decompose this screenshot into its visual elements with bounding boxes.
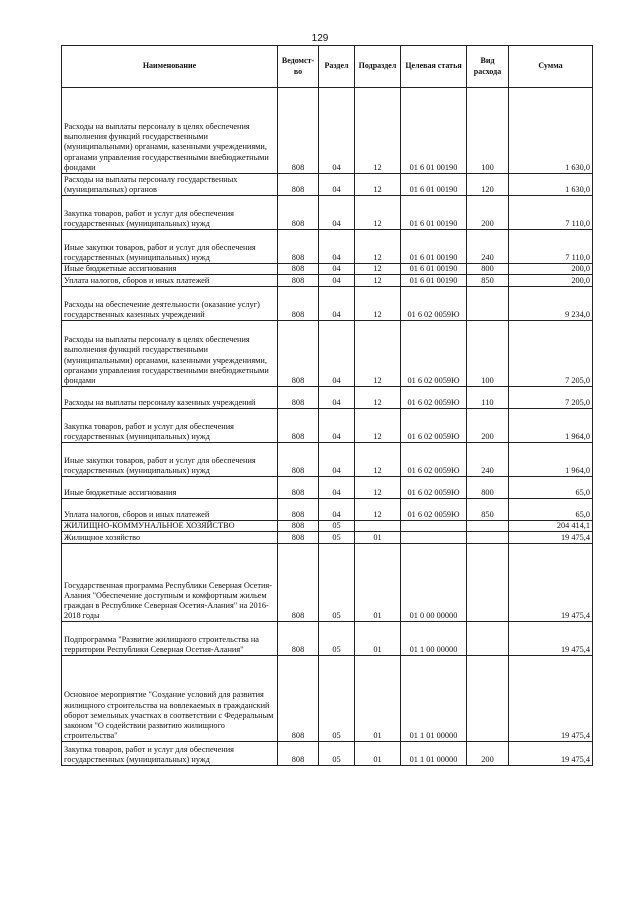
- cell-podrazdel: 12: [355, 321, 401, 387]
- cell-podrazdel: 12: [355, 499, 401, 521]
- cell-vid: 800: [467, 477, 509, 499]
- header-celevaya: Целевая статья: [401, 46, 467, 88]
- cell-celevaya: 01 6 01 00190: [401, 230, 467, 264]
- cell-vid: 850: [467, 499, 509, 521]
- table-row: [62, 742, 593, 766]
- cell-summa: 1 630,0: [509, 174, 593, 196]
- cell-ved: 808: [278, 196, 319, 230]
- cell-celevaya: 01 0 00 00000: [401, 544, 467, 622]
- cell-razdel: 04: [319, 321, 355, 387]
- cell-podrazdel: 01: [355, 622, 401, 656]
- cell-name: Расходы на выплаты персоналу в целях обеспечения выполнения функций государственными (муниципальными) органами, казенными учреждениями, органами управления государственными внебюджетными фондами: [62, 88, 278, 174]
- cell-ved: 808: [278, 656, 319, 742]
- cell-podrazdel: 12: [355, 196, 401, 230]
- cell-razdel: 04: [319, 409, 355, 443]
- cell-ved: 808: [278, 230, 319, 264]
- cell-name: Иные бюджетные ассигнования: [62, 477, 278, 499]
- cell-vid: 240: [467, 443, 509, 477]
- header-row: [62, 46, 593, 88]
- table-row: [62, 287, 593, 321]
- cell-razdel: 04: [319, 230, 355, 264]
- cell-name: Уплата налогов, сборов и иных платежей: [62, 499, 278, 521]
- cell-razdel: 05: [319, 656, 355, 742]
- cell-razdel: 05: [319, 544, 355, 622]
- cell-podrazdel: 12: [355, 287, 401, 321]
- cell-summa: 65,0: [509, 477, 593, 499]
- cell-podrazdel: 12: [355, 443, 401, 477]
- cell-podrazdel: 12: [355, 387, 401, 409]
- cell-celevaya: 01 6 02 0059Ю: [401, 387, 467, 409]
- cell-celevaya: 01 6 01 00190: [401, 264, 467, 275]
- table-row: [62, 409, 593, 443]
- cell-vid: [467, 532, 509, 544]
- header-podrazdel: Подраздел: [355, 46, 401, 88]
- cell-razdel: 04: [319, 88, 355, 174]
- cell-celevaya: 01 6 02 0059Ю: [401, 287, 467, 321]
- cell-vid: 100: [467, 88, 509, 174]
- cell-vid: [467, 521, 509, 532]
- cell-ved: 808: [278, 521, 319, 532]
- cell-ved: 808: [278, 477, 319, 499]
- cell-summa: 200,0: [509, 264, 593, 275]
- cell-podrazdel: 12: [355, 230, 401, 264]
- table-row: [62, 499, 593, 521]
- cell-summa: 19 475,4: [509, 742, 593, 766]
- table-row: [62, 275, 593, 287]
- header-name: Наименование: [62, 46, 278, 88]
- cell-razdel: 04: [319, 443, 355, 477]
- table-row: [62, 264, 593, 275]
- table-row: [62, 230, 593, 264]
- cell-summa: 204 414,1: [509, 521, 593, 532]
- cell-vid: 200: [467, 196, 509, 230]
- cell-name: Подпрограмма "Развитие жилищного строительства на территории Республики Северная Осетия-Алания": [62, 622, 278, 656]
- cell-vid: [467, 287, 509, 321]
- cell-summa: 9 234,0: [509, 287, 593, 321]
- header-razdel: Раздел: [319, 46, 355, 88]
- cell-razdel: 04: [319, 499, 355, 521]
- cell-name: Закупка товаров, работ и услуг для обеспечения государственных (муниципальных) нужд: [62, 196, 278, 230]
- cell-razdel: 04: [319, 275, 355, 287]
- table-row: [62, 387, 593, 409]
- cell-vid: [467, 622, 509, 656]
- cell-ved: 808: [278, 264, 319, 275]
- cell-celevaya: 01 6 01 00190: [401, 88, 467, 174]
- table-header: [62, 46, 593, 88]
- table-row: [62, 532, 593, 544]
- cell-podrazdel: 01: [355, 656, 401, 742]
- cell-name: Основное мероприятие "Создание условий для развития жилищного строительства на вовлекаемых в гражданский оборот земельных участках в соответствии с Федеральным законом "О содействии развитию жилищного строительства": [62, 656, 278, 742]
- cell-razdel: 04: [319, 174, 355, 196]
- cell-name: Иные бюджетные ассигнования: [62, 264, 278, 275]
- cell-celevaya: 01 1 01 00000: [401, 656, 467, 742]
- cell-razdel: 05: [319, 742, 355, 766]
- cell-name: Иные закупки товаров, работ и услуг для обеспечения государственных (муниципальных) нужд: [62, 230, 278, 264]
- table-row: [62, 656, 593, 742]
- budget-table: [61, 45, 593, 766]
- cell-name: ЖИЛИЩНО-КОММУНАЛЬНОЕ ХОЗЯЙСТВО: [62, 521, 278, 532]
- cell-ved: 808: [278, 544, 319, 622]
- cell-podrazdel: 12: [355, 264, 401, 275]
- cell-summa: 1 964,0: [509, 409, 593, 443]
- cell-name: Жилищное хозяйство: [62, 532, 278, 544]
- table-row: [62, 622, 593, 656]
- cell-podrazdel: 12: [355, 275, 401, 287]
- cell-name: Расходы на выплаты персоналу государственных (муниципальных) органов: [62, 174, 278, 196]
- cell-razdel: 04: [319, 287, 355, 321]
- cell-celevaya: 01 6 02 0059Ю: [401, 499, 467, 521]
- cell-summa: 7 205,0: [509, 321, 593, 387]
- cell-ved: 808: [278, 532, 319, 544]
- cell-vid: 100: [467, 321, 509, 387]
- cell-summa: 65,0: [509, 499, 593, 521]
- table-row: [62, 521, 593, 532]
- table-row: [62, 321, 593, 387]
- cell-summa: 7 110,0: [509, 196, 593, 230]
- cell-celevaya: 01 6 02 0059Ю: [401, 443, 467, 477]
- cell-summa: 19 475,4: [509, 656, 593, 742]
- cell-summa: 200,0: [509, 275, 593, 287]
- cell-summa: 1 630,0: [509, 88, 593, 174]
- cell-vid: 850: [467, 275, 509, 287]
- cell-summa: 7 110,0: [509, 230, 593, 264]
- cell-razdel: 05: [319, 622, 355, 656]
- cell-razdel: 05: [319, 521, 355, 532]
- cell-celevaya: 01 6 02 0059Ю: [401, 477, 467, 499]
- cell-celevaya: 01 6 02 0059Ю: [401, 409, 467, 443]
- header-ved: Ведомст-во: [278, 46, 319, 88]
- cell-podrazdel: 12: [355, 477, 401, 499]
- cell-celevaya: 01 6 01 00190: [401, 275, 467, 287]
- cell-name: Уплата налогов, сборов и иных платежей: [62, 275, 278, 287]
- cell-ved: 808: [278, 443, 319, 477]
- cell-ved: 808: [278, 622, 319, 656]
- cell-celevaya: 01 1 01 00000: [401, 742, 467, 766]
- cell-ved: 808: [278, 321, 319, 387]
- cell-razdel: 05: [319, 532, 355, 544]
- cell-summa: 19 475,4: [509, 622, 593, 656]
- cell-vid: 800: [467, 264, 509, 275]
- cell-celevaya: [401, 532, 467, 544]
- cell-vid: [467, 656, 509, 742]
- cell-name: Расходы на обеспечение деятельности (оказание услуг) государственных казенных учреждений: [62, 287, 278, 321]
- cell-podrazdel: 12: [355, 174, 401, 196]
- cell-ved: 808: [278, 387, 319, 409]
- cell-vid: 200: [467, 409, 509, 443]
- table-row: [62, 443, 593, 477]
- cell-name: Закупка товаров, работ и услуг для обеспечения государственных (муниципальных) нужд: [62, 742, 278, 766]
- cell-celevaya: 01 6 01 00190: [401, 174, 467, 196]
- cell-ved: 808: [278, 499, 319, 521]
- cell-podrazdel: 01: [355, 742, 401, 766]
- cell-name: Закупка товаров, работ и услуг для обеспечения государственных (муниципальных) нужд: [62, 409, 278, 443]
- cell-vid: 200: [467, 742, 509, 766]
- cell-vid: 120: [467, 174, 509, 196]
- table-body: [62, 88, 593, 766]
- cell-razdel: 04: [319, 477, 355, 499]
- cell-ved: 808: [278, 275, 319, 287]
- cell-celevaya: 01 6 01 00190: [401, 196, 467, 230]
- cell-podrazdel: [355, 521, 401, 532]
- header-vid: Вид расхода: [467, 46, 509, 88]
- cell-podrazdel: 01: [355, 532, 401, 544]
- cell-podrazdel: 12: [355, 409, 401, 443]
- cell-vid: 110: [467, 387, 509, 409]
- table-row: [62, 544, 593, 622]
- cell-razdel: 04: [319, 387, 355, 409]
- cell-ved: 808: [278, 287, 319, 321]
- cell-podrazdel: 01: [355, 544, 401, 622]
- cell-summa: 19 475,4: [509, 544, 593, 622]
- cell-vid: [467, 544, 509, 622]
- cell-celevaya: 01 1 00 00000: [401, 622, 467, 656]
- cell-name: Иные закупки товаров, работ и услуг для обеспечения государственных (муниципальных) нужд: [62, 443, 278, 477]
- page-number: 129: [311, 33, 329, 44]
- cell-name: Расходы на выплаты персоналу в целях обеспечения выполнения функций государственными (муниципальными) органами, казенными учреждениями, органами управления государственными внебюджетными фондами: [62, 321, 278, 387]
- cell-celevaya: [401, 521, 467, 532]
- cell-name: Расходы на выплаты персоналу казенных учреждений: [62, 387, 278, 409]
- cell-podrazdel: 12: [355, 88, 401, 174]
- header-summa: Сумма: [509, 46, 593, 88]
- cell-name: Государственная программа Республики Северная Осетия-Алания "Обеспечение доступным и комфортным жильем граждан в Республике Северная Осетия-Алания" на 2016-2018 годы: [62, 544, 278, 622]
- table-row: [62, 88, 593, 174]
- cell-vid: 240: [467, 230, 509, 264]
- cell-ved: 808: [278, 174, 319, 196]
- cell-razdel: 04: [319, 264, 355, 275]
- cell-ved: 808: [278, 742, 319, 766]
- table-row: [62, 477, 593, 499]
- cell-celevaya: 01 6 02 0059Ю: [401, 321, 467, 387]
- table-row: [62, 196, 593, 230]
- cell-ved: 808: [278, 409, 319, 443]
- cell-summa: 19 475,4: [509, 532, 593, 544]
- cell-summa: 1 964,0: [509, 443, 593, 477]
- cell-razdel: 04: [319, 196, 355, 230]
- cell-summa: 7 205,0: [509, 387, 593, 409]
- table-row: [62, 174, 593, 196]
- cell-ved: 808: [278, 88, 319, 174]
